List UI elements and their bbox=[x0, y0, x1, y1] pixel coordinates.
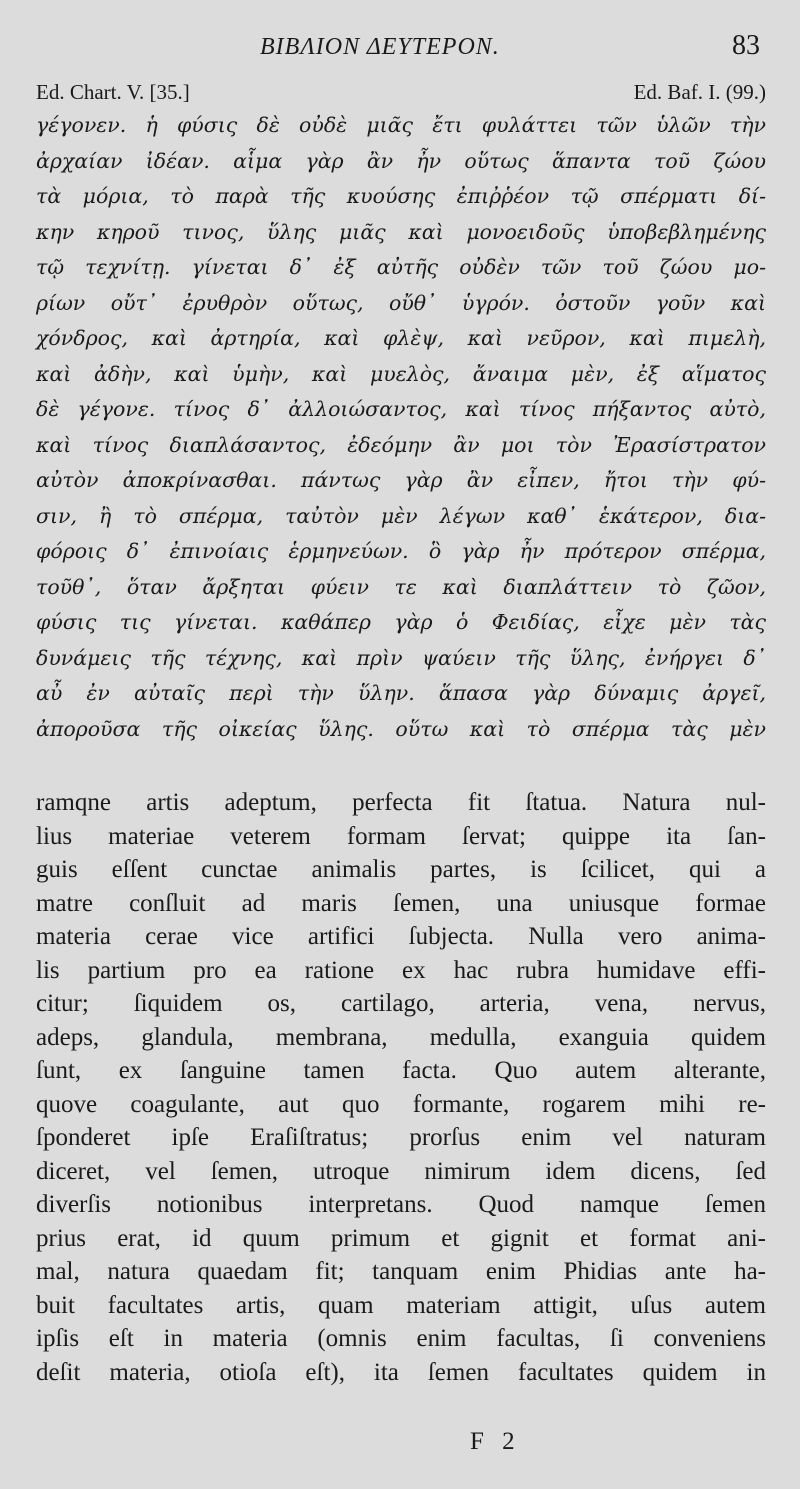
running-title: ΒΙΒΛΙΟΝ ΔΕΥΤΕΡΟΝ. bbox=[260, 34, 500, 60]
greek-line: αὖ ἐν αὐταῖς περὶ τὴν ὕλην. ἅπασα γὰρ δύναμις ἀργεῖ, bbox=[36, 681, 766, 705]
greek-line: δὲ γέγονε. τίνος δ᾽ ἀλλοιώσαντος, καὶ τίνος πήξαντος αὐτὸ, bbox=[36, 397, 766, 421]
greek-line: γέγονεν. ἡ φύσις δὲ οὐδὲ μιᾶς ἔτι φυλάττει τῶν ὑλῶν τὴν bbox=[36, 113, 766, 137]
latin-line: adeps, glandula, membrana, medulla, exanguia quidem bbox=[36, 1023, 766, 1051]
edition-basel-ref: Ed. Baf. I. (99.) bbox=[633, 80, 766, 104]
greek-line: καὶ τίνος διαπλάσαντος, ἐδεόμην ἂν μοι τὸν Ἐρασίστρατον bbox=[36, 432, 766, 457]
greek-line: ρίων οὔτ᾽ ἐρυθρὸν οὕτως, οὔθ᾽ ὑγρόν. ὀστοῦν γοῦν καὶ bbox=[36, 290, 766, 315]
latin-line: ſunt, ex ſanguine tamen facta. Quo autem alterante, bbox=[36, 1057, 766, 1084]
greek-line: φύσις τις γίνεται. καθάπερ γὰρ ὁ Φειδίας, εἶχε μὲν τὰς bbox=[36, 610, 766, 634]
greek-line: τοῦθ᾽, ὅταν ἄρξηται φύειν τε καὶ διαπλάττειν τὸ ζῶον, bbox=[36, 574, 766, 599]
latin-line: guis eſſent cunctae animalis partes, is ſcilicet, qui a bbox=[36, 856, 766, 883]
latin-line: quove coagulante, aut quo formante, rogarem mihi re- bbox=[36, 1090, 766, 1118]
greek-line: σιν, ἢ τὸ σπέρμα, ταὐτὸν μὲν λέγων καθ᾽ ἑκάτερον, δια- bbox=[36, 503, 766, 528]
greek-line: φόροις δ᾽ ἐπινοίαις ἑρμηνεύων. ὃ γὰρ ἦν πρότερον σπέρμα, bbox=[36, 539, 766, 563]
latin-line: ſponderet ipſe Eraſiſtratus; prorſus enim vel naturam bbox=[36, 1124, 766, 1151]
latin-line: citur; ſiquidem os, cartilago, arteria, vena, nervus, bbox=[36, 990, 766, 1017]
greek-line: καὶ ἀδὴν, καὶ ὑμὴν, καὶ μυελὸς, ἄναιμα μὲν, ἐξ αἵματος bbox=[36, 361, 766, 386]
greek-line: τῷ τεχνίτῃ. γίνεται δ᾽ ἐξ αὐτῆς οὐδὲν τῶν τοῦ ζώου μο- bbox=[36, 255, 766, 279]
latin-line: materia cerae vice artifici ſubjecta. Nulla vero anima- bbox=[36, 923, 766, 950]
edition-references bbox=[36, 80, 766, 108]
running-head bbox=[0, 30, 800, 66]
greek-line: αὐτὸν ἀποκρίνασθαι. πάντως γὰρ ἂν εἶπεν, ἤτοι τὴν φύ- bbox=[36, 468, 766, 492]
latin-line: ramqne artis adeptum, perfecta fit ſtatua. Natura nul- bbox=[36, 789, 766, 816]
edition-chart-ref: Ed. Chart. V. [35.] bbox=[36, 80, 190, 104]
latin-line: lius materiae veterem formam ſervat; quippe ita ſan- bbox=[36, 822, 766, 850]
greek-line: τὰ μόρια, τὸ παρὰ τῆς κυούσης ἐπιῤῥέον τῷ σπέρματι δί- bbox=[36, 184, 766, 208]
latin-line: deſit materia, otioſa eſt), ita ſemen facultates quidem in bbox=[36, 1358, 766, 1386]
greek-line: ἀποροῦσα τῆς οἰκείας ὕλης. οὕτω καὶ τὸ σπέρμα τὰς μὲν bbox=[36, 716, 766, 741]
latin-line: mal, natura quaedam fit; tanquam enim Phidias ante ha- bbox=[36, 1258, 766, 1285]
latin-line: diceret, vel ſemen, utroque nimirum idem dicens, ſed bbox=[36, 1157, 766, 1185]
printer-signature-mark: F 2 bbox=[470, 1428, 521, 1455]
greek-line: κην κηροῦ τινος, ὕλης μιᾶς καὶ μονοειδοῦς ὑποβεβλημένης bbox=[36, 219, 766, 244]
greek-line: ἀρχαίαν ἰδέαν. αἷμα γὰρ ἂν ἦν οὕτως ἅπαντα τοῦ ζώου bbox=[36, 148, 766, 173]
latin-text-block bbox=[36, 786, 766, 1389]
latin-line: ipſis eſt in materia (omnis enim facultas, ſi conveniens bbox=[36, 1325, 766, 1352]
latin-line: lis partium pro ea ratione ex hac rubra humidave effi- bbox=[36, 956, 766, 984]
latin-line: matre conſluit ad maris ſemen, una uniusque formae bbox=[36, 889, 766, 917]
latin-line: diverſis notionibus interpretans. Quod namque ſemen bbox=[36, 1191, 766, 1218]
greek-line: δυνάμεις τῆς τέχνης, καὶ πρὶν ψαύειν τῆς ὕλης, ἐνήργει δ᾽ bbox=[36, 645, 766, 670]
latin-line: buit facultates artis, quam materiam attigit, uſus autem bbox=[36, 1291, 766, 1319]
greek-line: χόνδρος, καὶ ἀρτηρία, καὶ φλὲψ, καὶ νεῦρον, καὶ πιμελὴ, bbox=[36, 326, 766, 350]
latin-line: prius erat, id quum primum et gignit et format ani- bbox=[36, 1224, 766, 1252]
greek-text-block bbox=[36, 108, 766, 747]
page-number: 83 bbox=[732, 30, 760, 61]
